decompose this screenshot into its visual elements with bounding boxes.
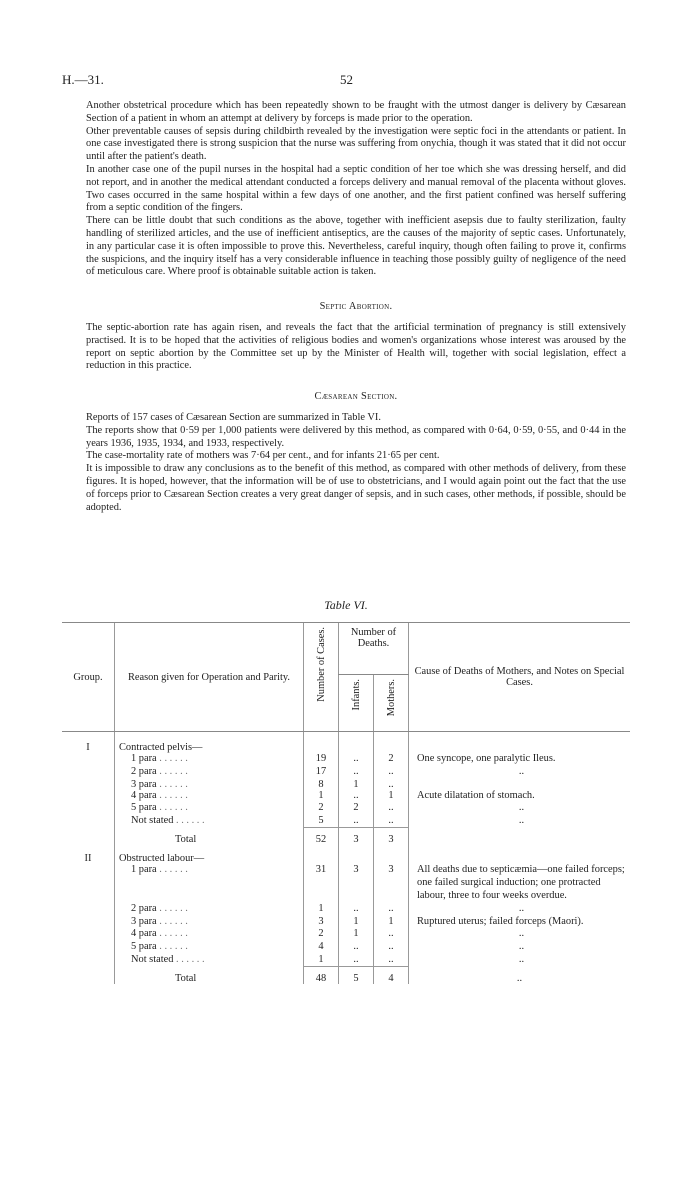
table-row <box>62 766 630 779</box>
cases-cell: 17 <box>304 766 339 779</box>
paragraph: The reports show that 0·59 per 1,000 patients were delivered by this method, as compared with 0·64, 0·59, 0·55, and 0·44 in the years 1936, 1935, 1934, and 1933, respectively. <box>86 424 626 449</box>
cases-cell: 31 <box>304 864 339 902</box>
parity-text: 1 para <box>131 864 157 876</box>
paragraph: The septic-abortion rate has again risen, and reveals the fact that the artificial termination of pregnancy is still extensively practised. It is to be hoped that the activities of religious bodies and women's organizations whose interest was aroused by the report on septic abortion by the Committee set up by the Minister of Health will, together with social legislation, effect a reduction in this practice. <box>86 321 626 372</box>
mothers-cell: .. <box>374 954 409 967</box>
parity-label <box>115 916 304 929</box>
cases-cell: 1 <box>304 954 339 967</box>
group-heading: Contracted pelvis— <box>115 732 304 754</box>
leader-dots: . . . . . . <box>156 778 188 790</box>
mothers-cell: .. <box>374 928 409 941</box>
table-row <box>62 916 630 929</box>
infants-cell: .. <box>339 753 374 766</box>
col-header-mothers: Mothers. <box>374 675 409 732</box>
infants-cell <box>339 732 374 754</box>
mothers-cell <box>374 732 409 754</box>
infants-total: 5 <box>339 967 374 985</box>
group-cell <box>62 954 115 967</box>
group-cell <box>62 967 115 985</box>
infants-cell: .. <box>339 790 374 803</box>
table-row <box>62 903 630 916</box>
paragraph: There can be little doubt that such conditions as the above, together with inefficient asepsis due to faulty sterilization, faulty handling of sterilized articles, and the use of inefficient antiseptics, are the causes of the majority of septic cases. Unfortunately, in any particular case it is often impossible to prove this. Nevertheless, careful inquiry, though often failing to prove it, confirms the suspicions, and the inquiry itself has a very considerable influence in teaching those possibly guilty of negligence of the need of meticulous care. Where proof is obtainable suitable action is taken. <box>86 215 626 278</box>
parity-label <box>115 802 304 815</box>
group-cell <box>62 941 115 954</box>
parity-label <box>115 903 304 916</box>
paragraph: The case-mortality rate of mothers was 7·64 per cent., and for infants 21·65 per cent. <box>86 450 440 462</box>
infants-cell: 1 <box>339 779 374 790</box>
parity-label <box>115 766 304 779</box>
mothers-cell: .. <box>374 779 409 790</box>
table-title: Table VI. <box>324 598 368 612</box>
group-cell <box>62 753 115 766</box>
col-header-group: Group. <box>62 623 115 732</box>
parity-text: 5 para <box>131 802 157 814</box>
table-row <box>62 954 630 967</box>
mothers-total: 3 <box>374 828 409 846</box>
cases-total: 48 <box>304 967 339 985</box>
cases-cell <box>304 732 339 754</box>
note-cell <box>409 845 631 864</box>
table-row <box>62 815 630 828</box>
parity-label <box>115 779 304 790</box>
note-cell: .. <box>409 903 631 916</box>
group-cell <box>62 828 115 846</box>
note-cell: All deaths due to septicæmia—one failed forceps; one failed surgical induction; one protracted labour, three to four weeks overdue. <box>409 864 631 902</box>
table-row <box>62 928 630 941</box>
cases-total: 52 <box>304 828 339 846</box>
infants-total: 3 <box>339 828 374 846</box>
cases-cell: 4 <box>304 941 339 954</box>
leader-dots: . . . . . . <box>156 902 188 914</box>
mothers-cell: 3 <box>374 864 409 902</box>
note-cell: .. <box>409 928 631 941</box>
group-cell <box>62 779 115 790</box>
note-cell: Acute dilatation of stomach. <box>409 790 631 803</box>
group-cell: II <box>84 853 92 865</box>
col-header-cases: Number of Cases. <box>304 623 339 732</box>
note-cell: .. <box>409 815 631 828</box>
cases-cell: 8 <box>304 779 339 790</box>
mothers-cell: .. <box>374 802 409 815</box>
page-header <box>62 72 622 92</box>
mothers-cell <box>374 845 409 864</box>
leader-dots: . . . . . . <box>156 765 188 777</box>
table-row <box>62 779 630 790</box>
leader-dots: . . . . . . <box>173 815 205 827</box>
table-vi <box>62 622 630 984</box>
parity-label <box>115 753 304 766</box>
infants-cell: .. <box>339 903 374 916</box>
note-cell: One syncope, one paralytic Ileus. <box>409 753 631 766</box>
table-total-row <box>62 828 630 846</box>
group-cell <box>62 903 115 916</box>
leader-dots: . . . . . . <box>156 789 188 801</box>
group-heading: Obstructed labour— <box>115 845 304 864</box>
col-header-cause: Cause of Deaths of Mothers, and Notes on Special Cases. <box>409 623 631 732</box>
col-header-reason: Reason given for Operation and Parity. <box>115 623 304 732</box>
table-row <box>62 802 630 815</box>
parity-label <box>115 864 304 902</box>
section-title-septic-abortion: Septic Abortion. <box>319 301 393 313</box>
leader-dots: . . . . . . <box>156 928 188 940</box>
group-cell <box>62 802 115 815</box>
cases-cell: 19 <box>304 753 339 766</box>
document-body <box>86 100 626 514</box>
note-cell <box>409 828 631 846</box>
note-cell: .. <box>409 941 631 954</box>
parity-label <box>115 815 304 828</box>
infants-cell: .. <box>339 954 374 967</box>
cases-cell: 2 <box>304 802 339 815</box>
leader-dots: . . . . . . <box>156 802 188 814</box>
note-cell: Ruptured uterus; failed forceps (Maori). <box>409 916 631 929</box>
group-cell <box>62 928 115 941</box>
parity-text: Not stated <box>131 954 174 966</box>
parity-label <box>115 954 304 967</box>
cases-cell: 1 <box>304 903 339 916</box>
table-row <box>62 941 630 954</box>
paragraph: It is impossible to draw any conclusions as to the benefit of this method, as compared with other methods of delivery, from these figures. It is hoped, however, that the information will be of use to obstetricians, and I would again point out the fact that the use of forceps prior to Cæsarean Section creates a very great danger of sepsis, and in such cases, other methods, if possible, should be adopted. <box>86 463 626 513</box>
table-body <box>62 732 630 985</box>
page-number: 52 <box>340 72 353 87</box>
table-row <box>62 864 630 902</box>
paragraph: In another case one of the pupil nurses in the hospital had a septic condition of her toe which she was dressing herself, and did not report, and in another the medical attendant conducted a forceps delivery and manual removal of the placenta without gloves. Two cases occurred in the same hospital within a few days of one another, and the first patient confined was herself suffering from a septic condition of the fingers. <box>86 163 626 214</box>
parity-text: 5 para <box>131 941 157 953</box>
mothers-total: 4 <box>374 967 409 985</box>
infants-cell: 1 <box>339 928 374 941</box>
cases-cell: 1 <box>304 790 339 803</box>
parity-label <box>115 790 304 803</box>
note-cell: .. <box>409 802 631 815</box>
paragraph: Reports of 157 cases of Cæsarean Section are summarized in Table VI. <box>86 411 381 423</box>
group-cell <box>62 916 115 929</box>
parity-text: 2 para <box>131 765 157 777</box>
infants-cell: 3 <box>339 864 374 902</box>
parity-text: 1 para <box>131 753 157 764</box>
group-cell <box>62 766 115 779</box>
infants-cell: .. <box>339 815 374 828</box>
col-header-deaths: Number of Deaths. <box>339 623 409 675</box>
note-cell: .. <box>409 967 631 985</box>
parity-text: 3 para <box>131 915 157 927</box>
parity-text: 4 para <box>131 789 157 801</box>
parity-text: 4 para <box>131 928 157 940</box>
parity-label <box>115 928 304 941</box>
note-cell: .. <box>409 766 631 779</box>
table-row <box>62 790 630 803</box>
table-row <box>62 753 630 766</box>
infants-cell: 2 <box>339 802 374 815</box>
section-title-caesarean: Cæsarean Section. <box>314 391 398 403</box>
paragraph: Another obstetrical procedure which has been repeatedly shown to be fraught with the utmost danger is delivery by Cæsarean Section of a patient in whom an attempt at delivery by forceps is made prior to the operation. <box>86 100 626 124</box>
leader-dots: . . . . . . <box>156 915 188 927</box>
leader-dots: . . . . . . <box>173 954 205 966</box>
infants-cell <box>339 845 374 864</box>
mothers-cell: .. <box>374 903 409 916</box>
group-cell <box>62 815 115 828</box>
mothers-cell: .. <box>374 766 409 779</box>
col-header-infants: Infants. <box>339 675 374 732</box>
total-label: Total <box>115 967 304 985</box>
parity-text: Not stated <box>131 815 174 827</box>
group-cell <box>62 864 115 902</box>
table-row <box>62 845 630 864</box>
total-label: Total <box>115 828 304 846</box>
infants-cell: .. <box>339 941 374 954</box>
mothers-cell: .. <box>374 815 409 828</box>
cases-cell <box>304 845 339 864</box>
cases-cell: 3 <box>304 916 339 929</box>
parity-text: 3 para <box>131 778 157 790</box>
table-total-row <box>62 967 630 985</box>
note-cell: .. <box>409 954 631 967</box>
cases-cell: 2 <box>304 928 339 941</box>
paragraph: Other preventable causes of sepsis during childbirth revealed by the investigation were septic foci in the attendants or patient. In one case investigated there is strong suspicion that the nurse was suffering from onychia, though it was stated that it did not occur until after the patient's death. <box>86 125 626 163</box>
infants-cell: 1 <box>339 916 374 929</box>
leader-dots: . . . . . . <box>156 864 188 876</box>
mothers-cell: 2 <box>374 753 409 766</box>
parity-text: 2 para <box>131 902 157 914</box>
leader-dots: . . . . . . <box>156 753 188 764</box>
report-reference: H.—31. <box>62 72 104 87</box>
mothers-cell: 1 <box>374 916 409 929</box>
mothers-cell: 1 <box>374 790 409 803</box>
note-cell <box>409 779 631 790</box>
table-row <box>62 732 630 754</box>
mothers-cell: .. <box>374 941 409 954</box>
group-cell <box>62 790 115 803</box>
cases-cell: 5 <box>304 815 339 828</box>
infants-cell: .. <box>339 766 374 779</box>
note-cell <box>409 732 631 754</box>
leader-dots: . . . . . . <box>156 941 188 953</box>
group-cell: I <box>86 742 90 753</box>
parity-label <box>115 941 304 954</box>
